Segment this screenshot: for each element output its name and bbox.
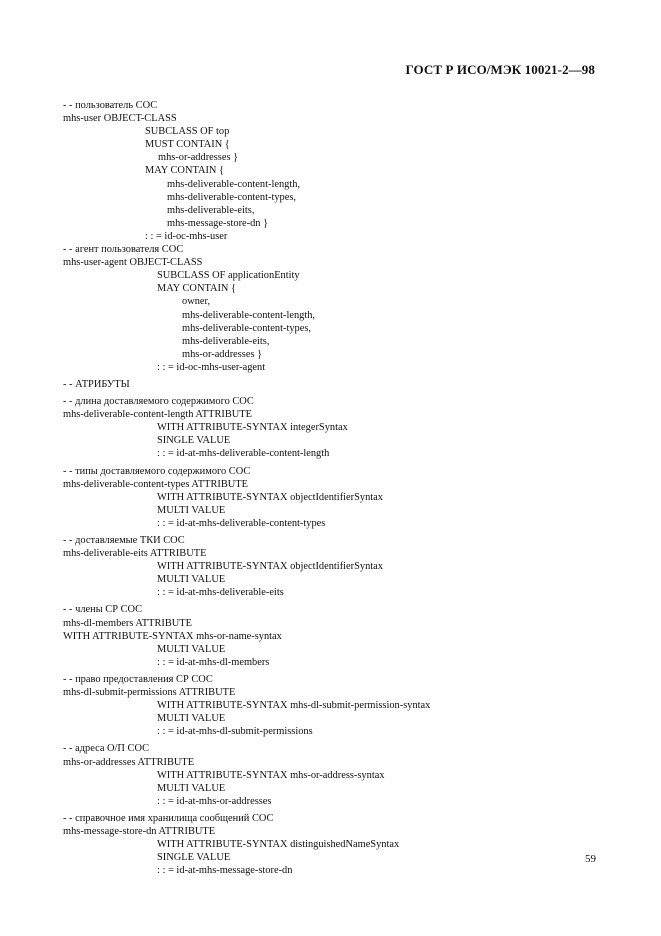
code-line: mhs-deliverable-content-length, bbox=[167, 178, 301, 190]
code-line: mhs-deliverable-content-types ATTRIBUTE bbox=[63, 478, 248, 490]
code-line: : : = id-at-mhs-or-addresses bbox=[157, 795, 272, 807]
code-line: WITH ATTRIBUTE-SYNTAX objectIdentifierSyntax bbox=[157, 491, 383, 503]
code-line: SUBCLASS OF applicationEntity bbox=[157, 270, 300, 282]
definition-block bbox=[63, 378, 623, 391]
code-line: WITH ATTRIBUTE-SYNTAX mhs-or-name-syntax bbox=[63, 630, 282, 642]
code-line: mhs-user OBJECT-CLASS bbox=[63, 113, 177, 125]
document-header: ГОСТ Р ИСО/МЭК 10021-2—98 bbox=[405, 62, 595, 77]
definition-block bbox=[63, 534, 623, 599]
code-line: : : = id-at-mhs-dl-submit-permissions bbox=[157, 726, 313, 738]
code-line: SINGLE VALUE bbox=[157, 852, 231, 864]
code-line: : : = id-at-mhs-deliverable-eits bbox=[157, 587, 284, 599]
code-line: WITH ATTRIBUTE-SYNTAX distinguishedNameSyntax bbox=[157, 839, 400, 851]
comment-line: - - право предоставления СР СОС bbox=[63, 673, 213, 685]
code-line: MULTI VALUE bbox=[157, 504, 226, 516]
code-line: : : = id-at-mhs-dl-members bbox=[157, 656, 270, 668]
code-line: mhs-deliverable-content-length ATTRIBUTE bbox=[63, 409, 252, 421]
code-line: mhs-or-addresses ATTRIBUTE bbox=[63, 756, 195, 768]
comment-line: - - адреса О/П СОС bbox=[63, 743, 150, 755]
definition-block bbox=[63, 603, 623, 668]
code-line: MAY CONTAIN { bbox=[145, 165, 225, 177]
code-line: mhs-deliverable-content-types, bbox=[167, 191, 296, 203]
comment-line: - - пользователь СОС bbox=[63, 100, 158, 111]
code-line: MULTI VALUE bbox=[157, 574, 226, 586]
definition-block bbox=[63, 99, 623, 374]
code-line: SINGLE VALUE bbox=[157, 435, 231, 447]
code-line: mhs-user-agent OBJECT-CLASS bbox=[63, 257, 203, 269]
code-line: mhs-deliverable-content-length, bbox=[182, 309, 316, 321]
asn1-definitions bbox=[63, 99, 623, 877]
code-line: mhs-deliverable-eits, bbox=[182, 335, 270, 347]
comment-line: - - длина доставляемого содержимого СОС bbox=[63, 396, 254, 408]
code-line: WITH ATTRIBUTE-SYNTAX objectIdentifierSyntax bbox=[157, 561, 383, 573]
code-line: : : = id-oc-mhs-user-agent bbox=[157, 361, 266, 373]
comment-line: - - типы доставляемого содержимого СОС bbox=[63, 465, 251, 477]
definition-block bbox=[63, 395, 623, 460]
code-line: mhs-or-addresses } bbox=[182, 348, 263, 360]
code-line: MAY CONTAIN { bbox=[157, 283, 237, 295]
code-line: owner, bbox=[182, 296, 211, 308]
code-line: : : = id-oc-mhs-user bbox=[145, 230, 228, 242]
code-line: MULTI VALUE bbox=[157, 643, 226, 655]
code-line: mhs-or-addresses } bbox=[158, 152, 239, 164]
code-line: WITH ATTRIBUTE-SYNTAX integerSyntax bbox=[157, 422, 348, 434]
code-line: : : = id-at-mhs-deliverable-content-length bbox=[157, 448, 330, 460]
code-line: MUST CONTAIN { bbox=[145, 139, 230, 151]
code-line: SUBCLASS OF top bbox=[145, 126, 230, 138]
code-line: : : = id-at-mhs-deliverable-content-types bbox=[157, 517, 326, 529]
code-line: WITH ATTRIBUTE-SYNTAX mhs-dl-submit-permission-syntax bbox=[157, 700, 431, 712]
comment-line: - - агент пользователя СОС bbox=[63, 244, 184, 256]
code-line: MULTI VALUE bbox=[157, 713, 226, 725]
definition-block bbox=[63, 742, 623, 807]
comment-line: - - АТРИБУТЫ bbox=[63, 378, 130, 390]
code-line: mhs-deliverable-eits ATTRIBUTE bbox=[63, 548, 207, 560]
code-line: mhs-deliverable-eits, bbox=[167, 204, 255, 216]
comment-line: - - члены СР СОС bbox=[63, 604, 143, 616]
code-line: mhs-message-store-dn } bbox=[167, 217, 269, 229]
code-line: WITH ATTRIBUTE-SYNTAX mhs-or-address-syntax bbox=[157, 769, 385, 781]
code-line: mhs-deliverable-content-types, bbox=[182, 322, 311, 334]
definition-block bbox=[63, 465, 623, 530]
comment-line: - - доставляемые ТКИ СОС bbox=[63, 535, 185, 546]
code-line: MULTI VALUE bbox=[157, 782, 226, 794]
code-line: mhs-message-store-dn ATTRIBUTE bbox=[63, 825, 216, 837]
comment-line: - - справочное имя хранилища сообщений СОС bbox=[63, 812, 274, 824]
code-line: mhs-dl-submit-permissions ATTRIBUTE bbox=[63, 687, 236, 699]
definition-block bbox=[63, 812, 623, 877]
code-line: mhs-dl-members ATTRIBUTE bbox=[63, 617, 192, 629]
code-line: : : = id-at-mhs-message-store-dn bbox=[157, 865, 293, 877]
definition-block bbox=[63, 673, 623, 738]
page-number: 59 bbox=[585, 853, 596, 865]
